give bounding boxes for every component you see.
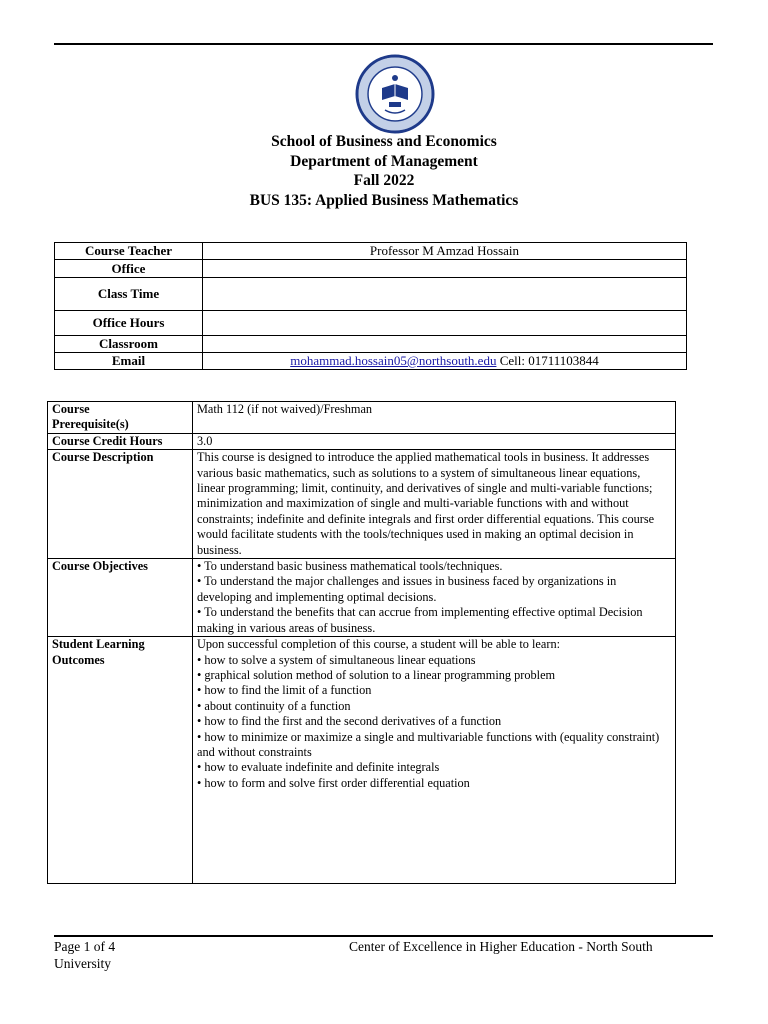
course-title: BUS 135: Applied Business Mathematics	[249, 191, 519, 209]
email-row	[55, 353, 687, 370]
objectives-row	[48, 559, 676, 637]
term: Fall 2022	[353, 172, 415, 189]
page-footer	[54, 938, 713, 972]
prerequisite-label-line-2: Prerequisite(s)	[52, 417, 129, 432]
outcomes-list	[193, 637, 676, 884]
footer-university: University	[54, 956, 111, 971]
prerequisite-label-line-1: Course	[52, 402, 90, 416]
course-details-table	[47, 401, 676, 884]
classroom-value	[203, 336, 687, 353]
outcomes-label	[48, 637, 193, 884]
cell-number: Cell: 01711103844	[499, 353, 599, 368]
prerequisite-value: Math 112 (if not waived)/Freshman	[193, 402, 676, 434]
outcome-item: • how to find the first and the second derivatives of a function	[197, 714, 502, 729]
outcome-item: • how to evaluate indefinite and definite integrals	[197, 760, 440, 775]
class-time-value	[203, 278, 687, 311]
outcomes-label-line-2: Outcomes	[52, 652, 105, 667]
teacher-row	[55, 243, 687, 260]
page-number: Page 1 of 4	[54, 939, 116, 954]
classroom-label: Classroom	[55, 336, 203, 353]
objectives-label: Course Objectives	[48, 559, 193, 637]
outcome-item: • about continuity of a function	[197, 698, 351, 713]
outcome-item: • how to minimize or maximize a single and multivariable functions with (equality constraint) and without constraints	[197, 729, 660, 759]
teacher-value: Professor M Amzad Hossain	[203, 243, 687, 260]
class-time-label: Class Time	[55, 278, 203, 311]
outcome-item: • how to find the limit of a function	[197, 683, 372, 698]
prerequisite-row	[48, 402, 676, 434]
description-label: Course Description	[48, 450, 193, 559]
office-label: Office	[55, 260, 203, 278]
office-value	[203, 260, 687, 278]
footer-center-text: Center of Excellence in Higher Education - North South	[349, 939, 653, 954]
credit-hours-value: 3.0	[193, 433, 676, 449]
top-rule	[54, 43, 713, 45]
office-hours-label: Office Hours	[55, 311, 203, 336]
outcomes-label-line-1: Student Learning	[52, 637, 145, 652]
department-name: Department of Management	[290, 152, 478, 170]
office-hours-row	[55, 311, 687, 336]
school-name: School of Business and Economics	[271, 133, 497, 150]
email-label: Email	[55, 353, 203, 370]
outcome-item: • graphical solution method of solution to a linear programming problem	[197, 667, 556, 682]
class-time-row	[55, 278, 687, 311]
outcomes-row	[48, 637, 676, 884]
prerequisite-label	[48, 402, 193, 434]
description-value: This course is designed to introduce the applied mathematical tools in business. It addresses various basic mathematics, such as solutions to a system of simultaneous linear equations, linear programming; limit, continuity, and derivatives of single and multi-variable functions; minimization and maximization of single and multi-variable functions with and without constraints; indefinite and definite integrals and first order differential equations. This course would facilitate students with the tools/techniques used in making an optimal decision in business.	[193, 450, 676, 559]
credit-hours-row	[48, 433, 676, 449]
office-hours-value	[203, 311, 687, 336]
description-row	[48, 450, 676, 559]
objective-item: • To understand the major challenges and issues in business faced by organizations in developing and implementing optimal decisions.	[197, 574, 617, 604]
classroom-row	[55, 336, 687, 353]
university-seal-logo	[355, 54, 435, 134]
outcome-item: • how to form and solve first order differential equation	[197, 775, 470, 790]
email-value	[203, 353, 687, 370]
objectives-list	[193, 559, 676, 637]
email-link[interactable]: mohammad.hossain05@northsouth.edu	[290, 353, 497, 368]
office-row	[55, 260, 687, 278]
credit-hours-label: Course Credit Hours	[48, 433, 193, 449]
course-info-table	[54, 242, 687, 370]
outcomes-intro: Upon successful completion of this course, a student will be able to learn:	[197, 637, 561, 652]
teacher-label: Course Teacher	[55, 243, 203, 260]
footer-rule	[54, 935, 713, 937]
objective-item: • To understand the benefits that can accrue from implementing effective optimal Decision making in various areas of business.	[197, 605, 643, 635]
objective-item: • To understand basic business mathematical tools/techniques.	[197, 559, 503, 574]
document-heading	[0, 132, 768, 210]
outcome-item: • how to solve a system of simultaneous linear equations	[197, 652, 476, 667]
